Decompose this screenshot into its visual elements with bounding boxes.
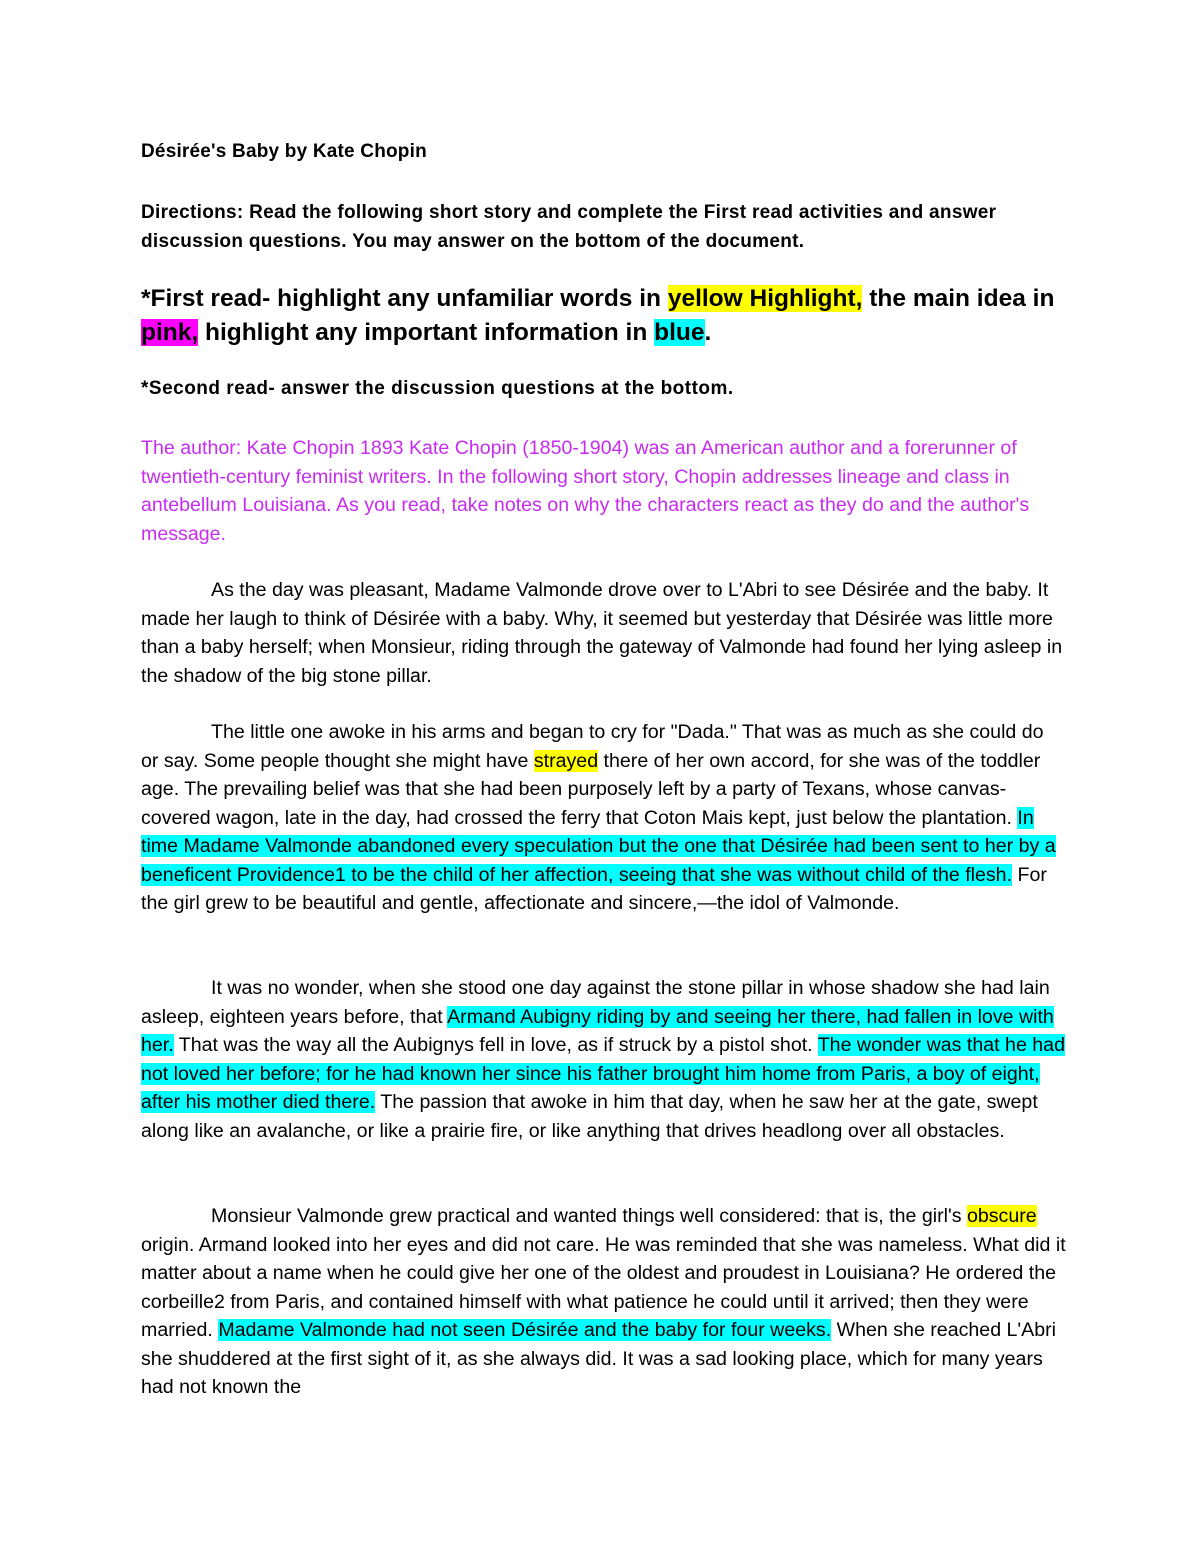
paragraph-text: The passion that awoke in him that day, when he saw her at the gate, swept along like an avalanche, or like a prairie fire, or like anything that drives headlong over all obstacles. xyxy=(141,1091,1038,1142)
blue-highlight: In time Madame Valmonde abandoned every speculation but the one that Désirée had been sent to her by a beneficent Providence1 to be the child of her affection, seeing that she was without child of the flesh. xyxy=(141,806,1056,886)
paragraph-text: Monsieur Valmonde grew practical and wanted things well considered: that is, the girl's xyxy=(211,1205,967,1227)
paragraph-text: It was no wonder, when she stood one day against the stone pillar in whose shadow she had lain asleep, eighteen years before, that xyxy=(141,977,1050,1028)
first-read-text-3: highlight any important information in xyxy=(198,319,655,346)
document-title: Désirée's Baby by Kate Chopin xyxy=(141,141,427,162)
story-paragraph-2 xyxy=(141,718,1066,918)
paragraph-text: there of her own accord, for she was of the toddler age. The prevailing belief was that she had been purposely left by a party of Texans, whose canvas-covered wagon, late in the day, had crossed the ferry that Coton Mais kept, just below the plantation. xyxy=(141,749,1041,829)
paragraph-text: When she reached L'Abri she shuddered at the first sight of it, as she always did. It was a sad looking place, which for many years had not known the xyxy=(141,1319,1057,1398)
pink-highlight-sample: pink, xyxy=(141,319,199,346)
yellow-highlight: strayed xyxy=(533,749,599,772)
paragraph-text: The little one awoke in his arms and began to cry for "Dada." That was as much as she could do or say. Some people thought she might have xyxy=(141,721,1044,772)
blue-highlight: The wonder was that he had not loved her before; for he had known her since his father brought him home from Paris, a boy of eight, after his mother died there. xyxy=(141,1034,1065,1113)
directions: Directions: Read the following short story and complete the First read activities and answer discussion questions. You may answer on the bottom of the document. xyxy=(141,202,997,252)
story-paragraph-1 xyxy=(141,576,1066,690)
paragraph-text: That was the way all the Aubignys fell in love, as if struck by a pistol shot. xyxy=(173,1034,818,1056)
first-read-text-4: . xyxy=(704,319,712,346)
paragraph-text: origin. Armand looked into her eyes and did not care. He was reminded that she was nameless. What did it matter about a name when he could give her one of the oldest and proudest in Louisiana? He ordered the corbeille2 from Paris, and contained himself with what patience he could until it arrived; then they were married. xyxy=(141,1233,1066,1341)
paragraph-text: For the girl grew to be beautiful and gentle, affectionate and sincere,—the idol of Valmonde. xyxy=(141,863,1047,914)
blue-highlight: Armand Aubigny riding by and seeing her there, had fallen in love with her. xyxy=(141,1005,1054,1056)
blue-highlight-sample: blue xyxy=(654,319,705,346)
yellow-highlight: obscure xyxy=(966,1205,1037,1227)
second-read-instructions: *Second read- answer the discussion questions at the bottom. xyxy=(141,378,734,399)
story-paragraph-4 xyxy=(141,1202,1066,1402)
story-paragraph-3 xyxy=(141,974,1066,1145)
blue-highlight: Madame Valmonde had not seen Désirée and the baby for four weeks. xyxy=(218,1319,832,1341)
yellow-highlight-sample: yellow Highlight, xyxy=(667,285,863,312)
first-read-instructions xyxy=(141,282,1061,350)
first-read-text-2: the main idea in xyxy=(862,285,1055,312)
paragraph-text: As the day was pleasant, Madame Valmonde drove over to L'Abri to see Désirée and the baby. It made her laugh to think of Désirée with a baby. Why, it seemed but yesterday that Désirée was little more than a baby herself; when Monsieur, riding through the gateway of Valmonde had found her lying asleep in the shadow of the big stone pillar. xyxy=(141,579,1063,687)
author-note: The author: Kate Chopin 1893 Kate Chopin (1850-1904) was an American author and a forerunner of twentieth-century feminist writers. In the following short story, Chopin addresses lineage and class in antebellum Louisiana. As you read, take notes on why the characters react as they do and the author's message. xyxy=(141,437,1030,545)
first-read-text-1: *First read- highlight any unfamiliar words in xyxy=(141,285,668,312)
